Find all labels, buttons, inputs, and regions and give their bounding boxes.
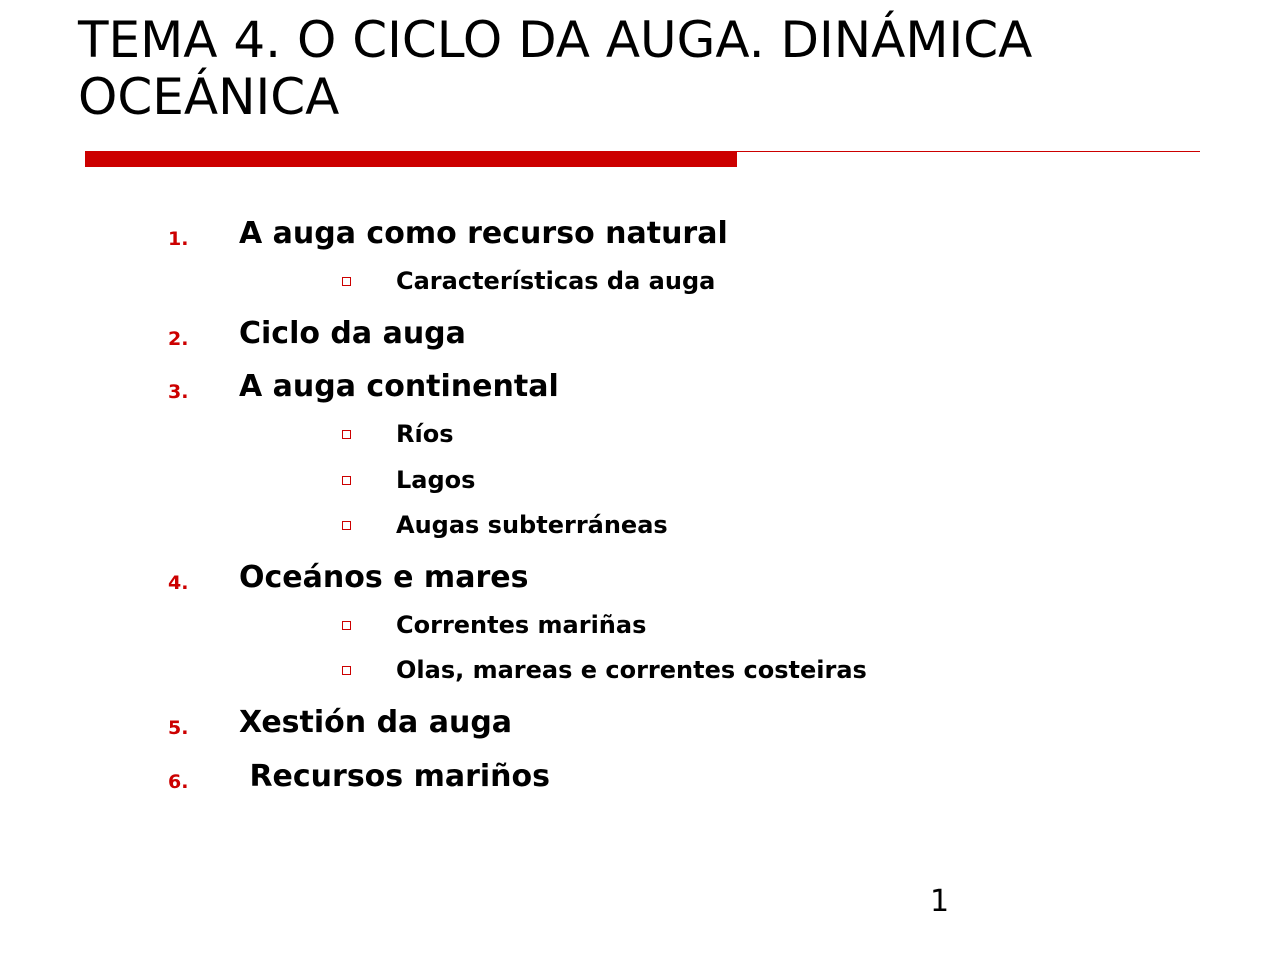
title-underline-thick bbox=[85, 151, 737, 167]
list-item-number: 5. bbox=[168, 717, 189, 739]
list-item-3 bbox=[0, 367, 1280, 407]
sub-item-label: Ríos bbox=[396, 420, 454, 448]
sub-item-3-3 bbox=[0, 510, 1280, 542]
sub-item-3-1 bbox=[0, 419, 1280, 451]
list-item-label: Xestión da auga bbox=[239, 705, 513, 740]
square-bullet-icon bbox=[342, 430, 351, 439]
slide-title: TEMA 4. O CICLO DA AUGA. DINÁMICA OCEÁNICA bbox=[78, 11, 1033, 126]
title-underline-thin bbox=[737, 151, 1200, 152]
square-bullet-icon bbox=[342, 621, 351, 630]
list-item-6 bbox=[0, 757, 1280, 797]
sub-item-1-1 bbox=[0, 266, 1280, 298]
sub-item-label: Características da auga bbox=[396, 267, 716, 295]
list-item-label: Oceános e mares bbox=[239, 560, 529, 595]
list-item-label: A auga continental bbox=[239, 369, 559, 404]
list-item-1 bbox=[0, 214, 1280, 254]
sub-item-label: Olas, mareas e correntes costeiras bbox=[396, 656, 867, 684]
list-item-label: Ciclo da auga bbox=[239, 316, 466, 351]
list-item-2 bbox=[0, 314, 1280, 354]
list-item-number: 1. bbox=[168, 228, 189, 250]
list-item-number: 6. bbox=[168, 771, 189, 793]
list-item-4 bbox=[0, 558, 1280, 598]
list-item-number: 2. bbox=[168, 328, 189, 350]
list-item-number: 3. bbox=[168, 381, 189, 403]
sub-item-label: Correntes mariñas bbox=[396, 611, 647, 639]
page-number: 1 bbox=[930, 884, 950, 919]
list-item-number: 4. bbox=[168, 572, 189, 594]
square-bullet-icon bbox=[342, 277, 351, 286]
square-bullet-icon bbox=[342, 521, 351, 530]
list-item-label: A auga como recurso natural bbox=[239, 216, 728, 251]
sub-item-label: Augas subterráneas bbox=[396, 511, 668, 539]
square-bullet-icon bbox=[342, 476, 351, 485]
sub-item-4-1 bbox=[0, 610, 1280, 642]
sub-item-label: Lagos bbox=[396, 466, 476, 494]
list-item-5 bbox=[0, 703, 1280, 743]
sub-item-4-2 bbox=[0, 655, 1280, 687]
square-bullet-icon bbox=[342, 666, 351, 675]
list-item-label: Recursos mariños bbox=[239, 759, 551, 794]
sub-item-3-2 bbox=[0, 465, 1280, 497]
